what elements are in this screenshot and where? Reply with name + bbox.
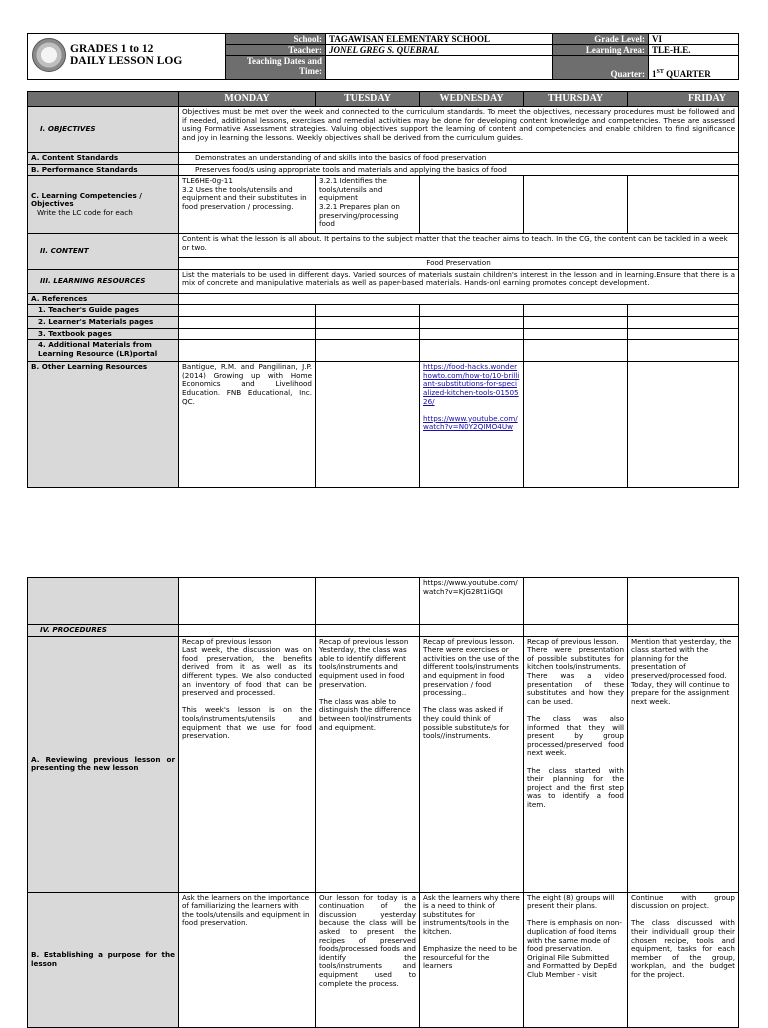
proc-fri (628, 625, 739, 637)
am-mon (179, 340, 316, 362)
textbook-pages-label: 3. Textbook pages (28, 328, 179, 340)
teacher-label: Teacher: (226, 45, 326, 56)
page1-table-wrap (27, 91, 738, 488)
day-wednesday: WEDNESDAY (420, 92, 524, 107)
grade-level-label: Grade Level: (553, 34, 649, 45)
references-label: A. References (28, 293, 179, 305)
procedure-b-thursday: The eight (8) groups will present their plans. There is emphasis on non-duplication of food items with the same mode of food preservation. Original File Submitted and Formatted by DepEd Club Member - visit (524, 892, 628, 1027)
header-table (27, 33, 739, 80)
deped-seal-icon (32, 38, 66, 72)
procedure-a-thursday: Recap of previous lesson. There were presentation of possible substitutes for kitchen tools/instruments. There was a video presentation of these substitutes and how they can be used. The class was also informed that they will present by group processed/preserved food next week. The class started with their planning for the project and the first step was to identify a food item. (524, 636, 628, 892)
day-thursday: THURSDAY (524, 92, 628, 107)
tg-wed (420, 305, 524, 317)
school-label: School: (226, 34, 326, 45)
procedure-b-wednesday: Ask the learners why there is a need to think of substitutes for instruments/tools in the kitchen. Emphasize the need to be resourceful for the learners (420, 892, 524, 1027)
objectives-label: I. OBJECTIVES (28, 107, 179, 153)
header-title-line2: DAILY LESSON LOG (70, 55, 183, 67)
teachers-guide-label: 1. Teacher's Guide pages (28, 305, 179, 317)
lm-fri (628, 316, 739, 328)
food-hacks-link[interactable]: https://food-hacks.wonderhowto.com/how-to/10-brilliant-substitutions-for-specialized-kitchen-tools-0150526/ (423, 362, 520, 406)
teacher-value: JONEL GREG S. QUEBRAL (326, 45, 553, 56)
day-friday: FRIDAY (628, 92, 739, 107)
lc-wednesday (420, 176, 524, 234)
p2-wednesday-link-cell (420, 578, 524, 625)
procedure-b-monday: Ask the learners on the importance of familiarizing the learners with the tools/utensils and equipment in food preservation. (179, 892, 316, 1027)
lm-thu (524, 316, 628, 328)
procedure-a-monday: Recap of previous lesson Last week, the discussion was on food preservation, the benefits derived from it as well as its different types. We also conducted an inventory of food that can be preserved and processed. This week's lesson is on the tools/instruments/utensils and equipment that we use for food preservation. (179, 636, 316, 892)
procedure-b-tuesday: Our lesson for today is a continuation of the discussion yesterday because the class will be asked to present the recipes of preserved foods/processed foods and identify the tools/instruments and equipment used to complete the process. (316, 892, 420, 1027)
p2-blank-label (28, 578, 179, 625)
proc-tue (316, 625, 420, 637)
proc-wed (420, 625, 524, 637)
header-title-line1: GRADES 1 to 12 (70, 43, 154, 55)
learning-resources-label: III. LEARNING RESOURCES (28, 269, 179, 293)
day-header-row (28, 92, 739, 107)
tg-tue (316, 305, 420, 317)
header-logo-cell (28, 34, 226, 80)
school-value: TAGAWISAN ELEMENTARY SCHOOL (326, 34, 553, 45)
procedure-a-label: A. Reviewing previous lesson or presenting the new lesson (28, 636, 179, 892)
lc-thursday (524, 176, 628, 234)
page1-table (27, 91, 739, 488)
lm-wed (420, 316, 524, 328)
other-fri (628, 362, 739, 488)
lc-monday: TLE6HE-0g-11 3.2 Uses the tools/utensils and equipment and their substitutes in food preservation / processing. (179, 176, 316, 234)
other-tue (316, 362, 420, 488)
page2-table-wrap (27, 577, 738, 1028)
additional-materials-label: 4. Additional Materials from Learning Resource (LR)portal (28, 340, 179, 362)
lm-mon (179, 316, 316, 328)
tb-tue (316, 328, 420, 340)
procedure-b-friday: Continue with group discussion on project. The class discussed with their individuall group their chosen recipe, tools and equipment, tasks for each member of the group, workplan, and the budget for the project. (628, 892, 739, 1027)
p2-thu (524, 578, 628, 625)
day-tuesday: TUESDAY (316, 92, 420, 107)
procedure-b-label: B. Establishing a purpose for the lesson (28, 892, 179, 1027)
content-label: II. CONTENT (28, 234, 179, 270)
quarter-label: Quarter: (553, 56, 649, 80)
other-resources-wednesday (420, 362, 524, 488)
content-standards-label: A. Content Standards (28, 153, 179, 165)
tb-thu (524, 328, 628, 340)
learning-resources-text: List the materials to be used in different days. Varied sources of materials sustain children's interest in the lesson and in learning.Ensure that there is a mix of concrete and manipulative materials as well as paper-based materials. Hands-onl earning promotes concept development. (179, 269, 739, 293)
grade-level-value: VI (649, 34, 739, 45)
lc-title: C. Learning Competencies / Objectives (31, 190, 142, 209)
procedure-a-wednesday: Recap of previous lesson. There were exercises or activities on the use of the different tools/instruments and equipment in food preservation / food processing.. The class was asked if they could think of possible substitute/s for tools//instruments. (420, 636, 524, 892)
youtube-link-1[interactable]: https://www.youtube.com/watch?v=N0Y2QIMO4Uw (423, 413, 518, 432)
am-tue (316, 340, 420, 362)
day-monday: MONDAY (179, 92, 316, 107)
tg-fri (628, 305, 739, 317)
tb-fri (628, 328, 739, 340)
objectives-text: Objectives must be met over the week and connected to the curriculum standards. To meet the objectives, necessary procedures must be followed and if needed, additional lessons, exercises and remedial activities may be done for developing content knowledge and competencies. These are assessed using Formative Assessment strategies. Valuing objectives support the learning of content and competencies and enable children to find significance and joy in learning the lessons. Weekly objectives shall be derived from the curriculum guides. (179, 107, 739, 153)
learning-competencies-label (28, 176, 179, 234)
tg-thu (524, 305, 628, 317)
learning-area-value: TLE-H.E. (649, 45, 739, 56)
procedure-a-friday: Mention that yesterday, the class started with the planning for the presentation of preserved/processed food. Today, they will continue to prepare for the assignment next week. (628, 636, 739, 892)
teaching-dates-label: Teaching Dates and Time: (226, 56, 326, 80)
day-header-blank (28, 92, 179, 107)
other-resources-label: B. Other Learning Resources (28, 362, 179, 488)
tg-mon (179, 305, 316, 317)
tb-wed (420, 328, 524, 340)
p2-fri (628, 578, 739, 625)
am-thu (524, 340, 628, 362)
header-block (27, 33, 738, 79)
lc-subtitle: Write the LC code for each (37, 207, 133, 217)
references-blank (179, 293, 739, 305)
procedure-a-tuesday: Recap of previous lesson Yesterday, the class was able to identify different tools/instruments and equipment used in food preservation. The class was able to distinguish the difference between tool/instruments and equipment. (316, 636, 420, 892)
quarter-value: 1ST QUARTER (649, 56, 739, 80)
youtube-link-2[interactable]: https://www.youtube.com/watch?v=KjG28t1iGQI (423, 578, 518, 596)
learning-area-label: Learning Area: (553, 45, 649, 56)
other-thu (524, 362, 628, 488)
performance-standards-text: Preserves food/s using appropriate tools and materials and applying the basics of food (179, 164, 739, 176)
am-wed (420, 340, 524, 362)
teaching-dates-value (326, 56, 553, 80)
p2-tue (316, 578, 420, 625)
content-topic: Food Preservation (179, 258, 739, 270)
content-text: Content is what the lesson is all about. It pertains to the subject matter that the teacher aims to teach. In the CG, the content can be tackled in a week or two. (179, 234, 739, 258)
p2-mon (179, 578, 316, 625)
lm-tue (316, 316, 420, 328)
performance-standards-label: B. Performance Standards (28, 164, 179, 176)
other-resources-monday: Bantigue, R.M. and Pangilinan, J.P. (2014) Growing up with Home Economics and Livelihood Education. FNB Educational, Inc. QC. (179, 362, 316, 488)
lc-tuesday: 3.2.1 Identifies the tools/utensils and equipment 3.2.1 Prepares plan on preserving/processing food (316, 176, 420, 234)
page2-table (27, 577, 739, 1028)
lc-friday (628, 176, 739, 234)
am-fri (628, 340, 739, 362)
tb-mon (179, 328, 316, 340)
proc-mon (179, 625, 316, 637)
proc-thu (524, 625, 628, 637)
learners-materials-label: 2. Learner's Materials pages (28, 316, 179, 328)
content-standards-text: Demonstrates an understanding of and skills into the basics of food preservation (179, 153, 739, 165)
procedures-label: IV. PROCEDURES (28, 625, 179, 637)
